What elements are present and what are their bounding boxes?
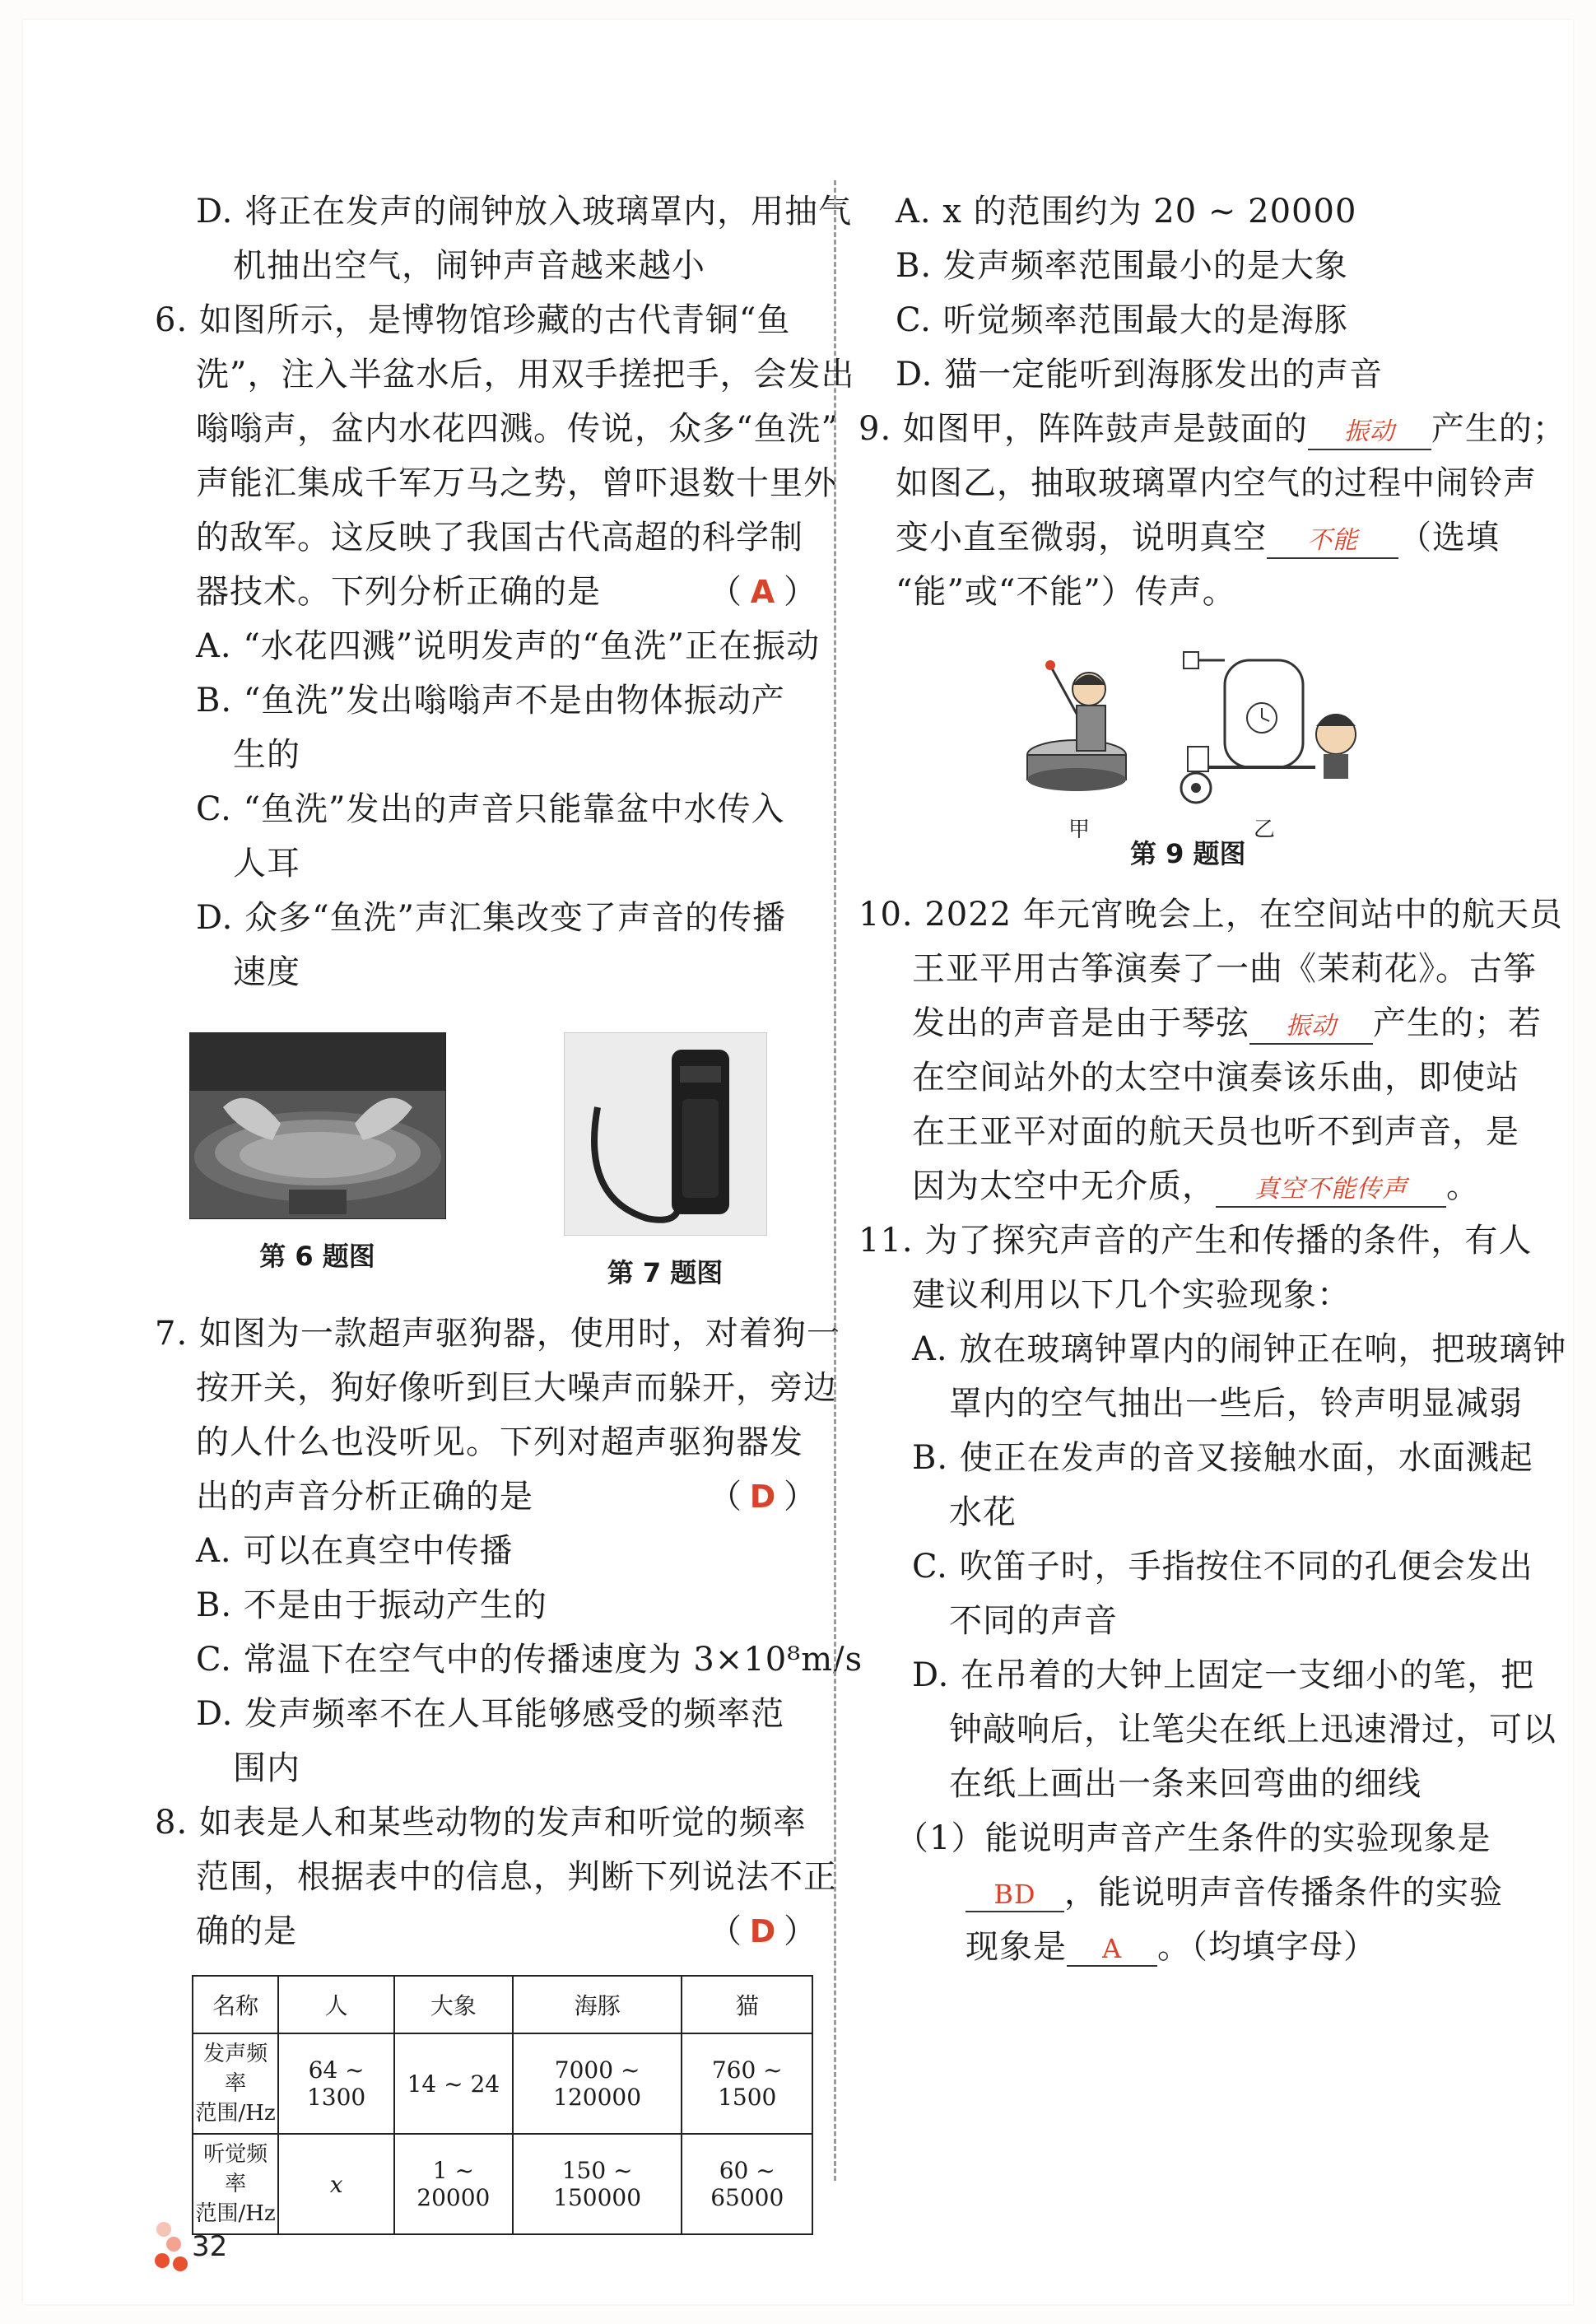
q6-option-d-1: D. 众多“鱼洗”声汇集改变了声音的传播 xyxy=(196,899,786,937)
q9-line3 xyxy=(846,510,1529,565)
q8-option-a: A. x 的范围约为 20 ~ 20000 xyxy=(896,193,1357,231)
figure-row-6-7 xyxy=(130,1032,826,1290)
right-column xyxy=(846,184,1567,1974)
q8-stem-last xyxy=(130,1904,826,1958)
q11-option-a-2: 罩内的空气抽出一些后，铃声明显减弱 xyxy=(949,1385,1523,1423)
table-header: 海豚 xyxy=(513,1976,682,2033)
dog-repeller-photo xyxy=(564,1032,767,1236)
fish-basin-illustration xyxy=(190,1033,445,1218)
q11-answer-2: A xyxy=(1067,1932,1157,1967)
left-column xyxy=(130,184,863,2235)
q6-answer-paren: （ A ） xyxy=(709,565,817,619)
q9-line2: 如图乙，抽取玻璃罩内空气的过程中闹铃声 xyxy=(896,464,1537,502)
row-label-line: 范围/Hz xyxy=(195,2101,276,2126)
table-cell: x xyxy=(278,2134,394,2234)
q9-line1 xyxy=(846,402,1566,456)
page-number: 32 xyxy=(192,2230,228,2263)
q8-stem-1: 8. 如表是人和某些动物的发声和听觉的频率 xyxy=(155,1804,807,1842)
q9-text: 产生的； xyxy=(1431,410,1566,448)
q6-stem-2: 洗”，注入半盆水后，用双手搓把手，会发出 xyxy=(196,356,855,394)
q7-stem-1: 7. 如图为一款超声驱狗器，使用时，对着狗一 xyxy=(155,1315,840,1353)
q8-option-b: B. 发声频率范围最小的是大象 xyxy=(896,247,1348,285)
q7-stem-last xyxy=(130,1469,826,1524)
q7-stem-text: 出的声音分析正确的是 xyxy=(196,1478,533,1516)
figure-9-label-jia: 甲 xyxy=(1068,817,1091,842)
q6-option-d-2: 速度 xyxy=(233,953,300,991)
q11-option-d-3: 在纸上画出一条来回弯曲的细线 xyxy=(949,1765,1422,1803)
table-row xyxy=(193,2033,812,2134)
q6-stem-text: 器技术。下列分析正确的是 xyxy=(196,573,601,611)
q10-line6 xyxy=(846,1159,1529,1213)
q9-answer-2: 不能 xyxy=(1267,524,1398,559)
q6-stem-3: 嗡嗡声，盆内水花四溅。传说，众多“鱼洗” xyxy=(196,410,839,448)
q11-text: 。（均填字母） xyxy=(1157,1928,1377,1966)
decor-dot xyxy=(155,2253,170,2268)
q10-answer-1: 振动 xyxy=(1249,1010,1373,1045)
table-header-row xyxy=(193,1976,812,2033)
q10-answer-2: 真空不能传声 xyxy=(1216,1173,1446,1208)
table-cell: 7000 ~ 120000 xyxy=(513,2033,682,2134)
q6-option-b-2: 生的 xyxy=(233,736,300,774)
q10-line3 xyxy=(846,996,1542,1050)
fish-basin-photo xyxy=(189,1032,446,1219)
q6-option-a: A. “水花四溅”说明发声的“鱼洗”正在振动 xyxy=(196,627,821,665)
figure-6-caption: 第 6 题图 xyxy=(259,1241,375,1272)
q7-option-b: B. 不是由于振动产生的 xyxy=(196,1586,547,1624)
q11-option-d-1: D. 在吊着的大钟上固定一支细小的笔，把 xyxy=(912,1656,1535,1694)
column-divider xyxy=(834,180,836,2181)
q7-option-c: C. 常温下在空气中的传播速度为 3×10⁸m/s xyxy=(196,1641,863,1679)
q11-option-b-1: B. 使正在发声的音叉接触水面，水面溅起 xyxy=(912,1439,1533,1477)
q7-answer: D xyxy=(749,1479,777,1515)
figure-9-label-yi: 乙 xyxy=(1254,817,1276,842)
q6-option-c-1: C. “鱼洗”发出的声音只能靠盆中水传入 xyxy=(196,790,785,828)
q6-answer: A xyxy=(750,574,776,610)
table-row xyxy=(193,2134,812,2234)
figure-9-caption: 第 9 题图 xyxy=(1130,838,1246,869)
table-header: 人 xyxy=(278,1976,394,2033)
q8-answer-paren: （ D ） xyxy=(709,1904,817,1958)
q9-text: 9. 如图甲，阵阵鼓声是鼓面的 xyxy=(858,410,1308,448)
q6-stem-1: 6. 如图所示，是博物馆珍藏的古代青铜“鱼 xyxy=(155,301,791,339)
q8-option-d: D. 猫一定能听到海豚发出的声音 xyxy=(896,356,1384,394)
q10-text: 产生的；若 xyxy=(1373,1004,1542,1042)
q6-option-c-2: 人耳 xyxy=(233,845,300,883)
table-header: 猫 xyxy=(682,1976,812,2033)
q9-answer-1: 振动 xyxy=(1308,416,1431,450)
q10-text: 。 xyxy=(1446,1167,1480,1205)
q10-line1: 10. 2022 年元宵晚会上，在空间站中的航天员 xyxy=(858,896,1563,934)
frequency-table xyxy=(192,1975,813,2235)
q8-option-c: C. 听觉频率范围最大的是海豚 xyxy=(896,301,1348,339)
row-label xyxy=(193,2134,278,2234)
table-cell: 760 ~ 1500 xyxy=(682,2033,812,2134)
table-cell: 14 ~ 24 xyxy=(394,2033,513,2134)
q10-line5: 在王亚平对面的航天员也听不到声音，是 xyxy=(912,1113,1519,1151)
q7-stem-2: 按开关，狗好像听到巨大噪声而躲开，旁边 xyxy=(196,1369,837,1407)
table-cell: 1 ~ 20000 xyxy=(394,2134,513,2234)
row-label-line: 范围/Hz xyxy=(195,2201,276,2226)
q7-option-d-1: D. 发声频率不在人耳能够感受的频率范 xyxy=(196,1695,785,1733)
table-cell: 64 ~ 1300 xyxy=(278,2033,394,2134)
q9-text: 变小直至微弱，说明真空 xyxy=(896,519,1267,557)
q11-stem-1: 11. 为了探究声音的产生和传播的条件，有人 xyxy=(858,1222,1533,1260)
q6-stem-5: 的敌军。这反映了我国古代高超的科学制 xyxy=(196,519,803,557)
table-cell: 60 ~ 65000 xyxy=(682,2134,812,2234)
figure-7-caption: 第 7 题图 xyxy=(607,1257,724,1288)
q7-stem-3: 的人什么也没听见。下列对超声驱狗器发 xyxy=(196,1423,803,1461)
q8-answer: D xyxy=(749,1913,777,1949)
q11-text: ，能说明声音传播条件的实验 xyxy=(1064,1874,1503,1912)
decor-dot xyxy=(156,2222,171,2237)
figure-9-illustration xyxy=(1011,644,1356,808)
figure-7 xyxy=(564,1032,767,1290)
page-number-decoration xyxy=(155,2214,196,2280)
workbook-page xyxy=(23,20,1573,2304)
q11-answer-1: BD xyxy=(966,1878,1064,1912)
row-label xyxy=(193,2033,278,2134)
q11-text: 现象是 xyxy=(966,1928,1067,1966)
q7-option-d-2: 围内 xyxy=(233,1749,300,1787)
q11-sub1-line2 xyxy=(846,1865,1529,1920)
q11-option-c-1: C. 吹笛子时，手指按住不同的孔便会发出 xyxy=(912,1548,1533,1586)
table-header: 大象 xyxy=(394,1976,513,2033)
q11-option-c-2: 不同的声音 xyxy=(949,1602,1118,1640)
q10-text: 因为太空中无介质， xyxy=(912,1167,1216,1205)
table-cell: 150 ~ 150000 xyxy=(513,2134,682,2234)
row-label-line: 发声频率 xyxy=(203,2042,268,2096)
q6-stem-last xyxy=(130,565,826,619)
q8-stem-text: 确的是 xyxy=(196,1912,297,1950)
dog-repeller-illustration xyxy=(565,1033,766,1235)
q11-stem-2: 建议利用以下几个实验现象： xyxy=(912,1276,1351,1314)
q7-answer-paren: （ D ） xyxy=(709,1469,817,1524)
row-label-line: 听觉频率 xyxy=(203,2142,268,2196)
table-header: 名称 xyxy=(193,1976,278,2033)
q6-stem-4: 声能汇集成千军万马之势，曾吓退数十里外 xyxy=(196,464,837,502)
q6-option-b-1: B. “鱼洗”发出嗡嗡声不是由物体振动产 xyxy=(196,682,785,720)
figure-9 xyxy=(1011,644,1356,842)
q10-line2: 王亚平用古筝演奏了一曲《茉莉花》。古筝 xyxy=(912,950,1537,988)
q11-sub1-line3 xyxy=(846,1920,1529,1974)
q11-sub1-line1: （1）能说明声音产生条件的实验现象是 xyxy=(896,1819,1491,1857)
q5-option-d-line1: D. 将正在发声的闹钟放入玻璃罩内，用抽气 xyxy=(196,193,853,231)
decor-dot xyxy=(166,2237,181,2252)
figure-6 xyxy=(189,1032,446,1290)
q11-option-b-2: 水花 xyxy=(949,1493,1017,1531)
q10-line4: 在空间站外的太空中演奏该乐曲，即使站 xyxy=(912,1059,1519,1097)
q9-text: （选填 xyxy=(1398,519,1500,557)
decor-dot xyxy=(173,2256,188,2271)
q9-line4: “能”或“不能”）传声。 xyxy=(896,573,1236,611)
q11-option-a-1: A. 放在玻璃钟罩内的闹钟正在响，把玻璃钟 xyxy=(912,1330,1567,1368)
q5-option-d-line2: 机抽出空气，闹钟声音越来越小 xyxy=(233,247,705,285)
q11-option-d-2: 钟敲响后，让笔尖在纸上迅速滑过，可以 xyxy=(949,1711,1556,1749)
q10-text: 发出的声音是由于琴弦 xyxy=(912,1004,1249,1042)
q8-stem-2: 范围，根据表中的信息，判断下列说法不正 xyxy=(196,1858,837,1896)
q7-option-a: A. 可以在真空中传播 xyxy=(196,1532,514,1570)
